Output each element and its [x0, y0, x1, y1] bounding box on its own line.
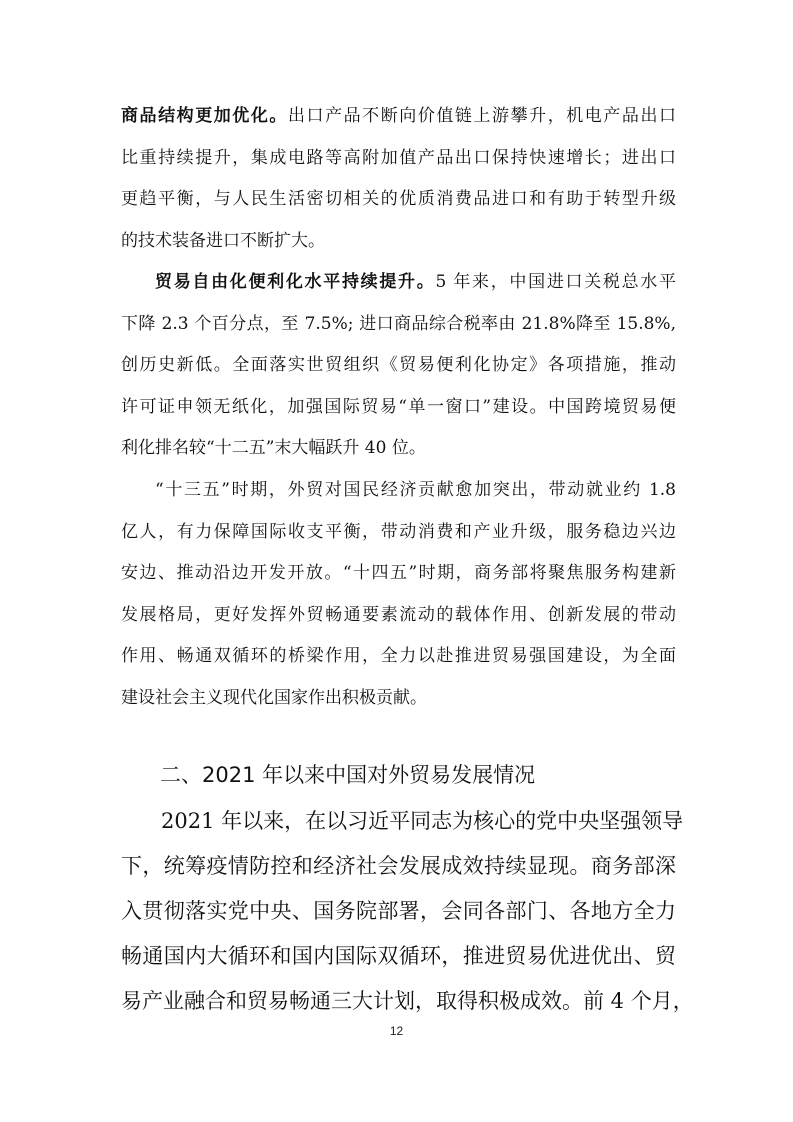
- paragraph-line: 建设社会主义现代化国家作出积极贡献。: [121, 687, 427, 708]
- paragraph-line: 更趋平衡，与人民生活密切相关的优质消费品进口和有助于转型升级: [121, 189, 676, 209]
- paragraph-line: 下，统筹疫情防控和经济社会发展成效持续显现。商务部深: [121, 854, 676, 878]
- paragraph-product-structure: [121, 96, 676, 262]
- paragraph-line: 发展格局，更好发挥外贸畅通要素流动的载体作用、创新发展的带动: [121, 604, 676, 625]
- paragraph-line: 安边、推动沿边开发开放。“十四五”时期，商务部将聚焦服务构建新: [121, 563, 676, 583]
- paragraph-line: 利化排名较“十二五”末大幅跃升 40 位。: [121, 438, 426, 458]
- paragraph-lead-bold: 商品结构更加优化。: [121, 106, 288, 126]
- page-number: 12: [389, 1024, 404, 1038]
- paragraph-line: [121, 96, 676, 138]
- paragraph-text: 出口产品不断向价值链上游攀升，机电产品出口: [287, 106, 677, 126]
- paragraph-line: 易产业融合和贸易畅通三大计划，取得积极成效。前 4 个月，: [121, 989, 694, 1013]
- paragraph-line: 畅通国内大循环和国内国际双循环，推进贸易优进优出、贸: [121, 944, 676, 968]
- paragraph-line: “十三五”时期，外贸对国民经济贡献愈加突出，带动就业约 1.8: [155, 480, 676, 500]
- paragraph-thirteenth-five-year: [121, 470, 676, 719]
- paragraph-line: 创历史新低。全面落实世贸组织《贸易便利化协定》各项措施，推动: [121, 355, 676, 375]
- paragraph-line: 许可证申领无纸化，加强国际贸易“单一窗口”建设。中国跨境贸易便: [121, 396, 676, 417]
- paragraph-line: 下降 2.3 个百分点，至 7.5%; 进口商品综合税率由 21.8%降至 15.8%,: [121, 313, 676, 334]
- paragraph-text: 5 年来，中国进口关税总水平: [435, 272, 676, 292]
- paragraph-lead-bold: 贸易自由化便利化水平持续提升。: [155, 272, 436, 292]
- paragraph-line: [121, 262, 676, 304]
- paragraph-2021-overview: [121, 799, 694, 1024]
- paragraph-line: 亿人，有力保障国际收支平衡，带动消费和产业升级，服务稳边兴边: [121, 521, 676, 542]
- paragraph-trade-facilitation: [121, 262, 676, 470]
- paragraph-line: 作用、畅通双循环的桥梁作用，全力以赴推进贸易强国建设，为全面: [121, 646, 676, 666]
- paragraph-line: 入贯彻落实党中央、国务院部署，会同各部门、各地方全力: [121, 899, 676, 923]
- paragraph-line: 比重持续提升，集成电路等高附加值产品出口保持快速增长；进出口: [121, 147, 676, 168]
- paragraph-line: 的技术装备进口不断扩大。: [121, 230, 325, 251]
- paragraph-line: 2021 年以来，在以习近平同志为核心的党中央坚强领导: [161, 809, 684, 833]
- section-heading: 二、2021 年以来中国对外贸易发展情况: [160, 763, 536, 787]
